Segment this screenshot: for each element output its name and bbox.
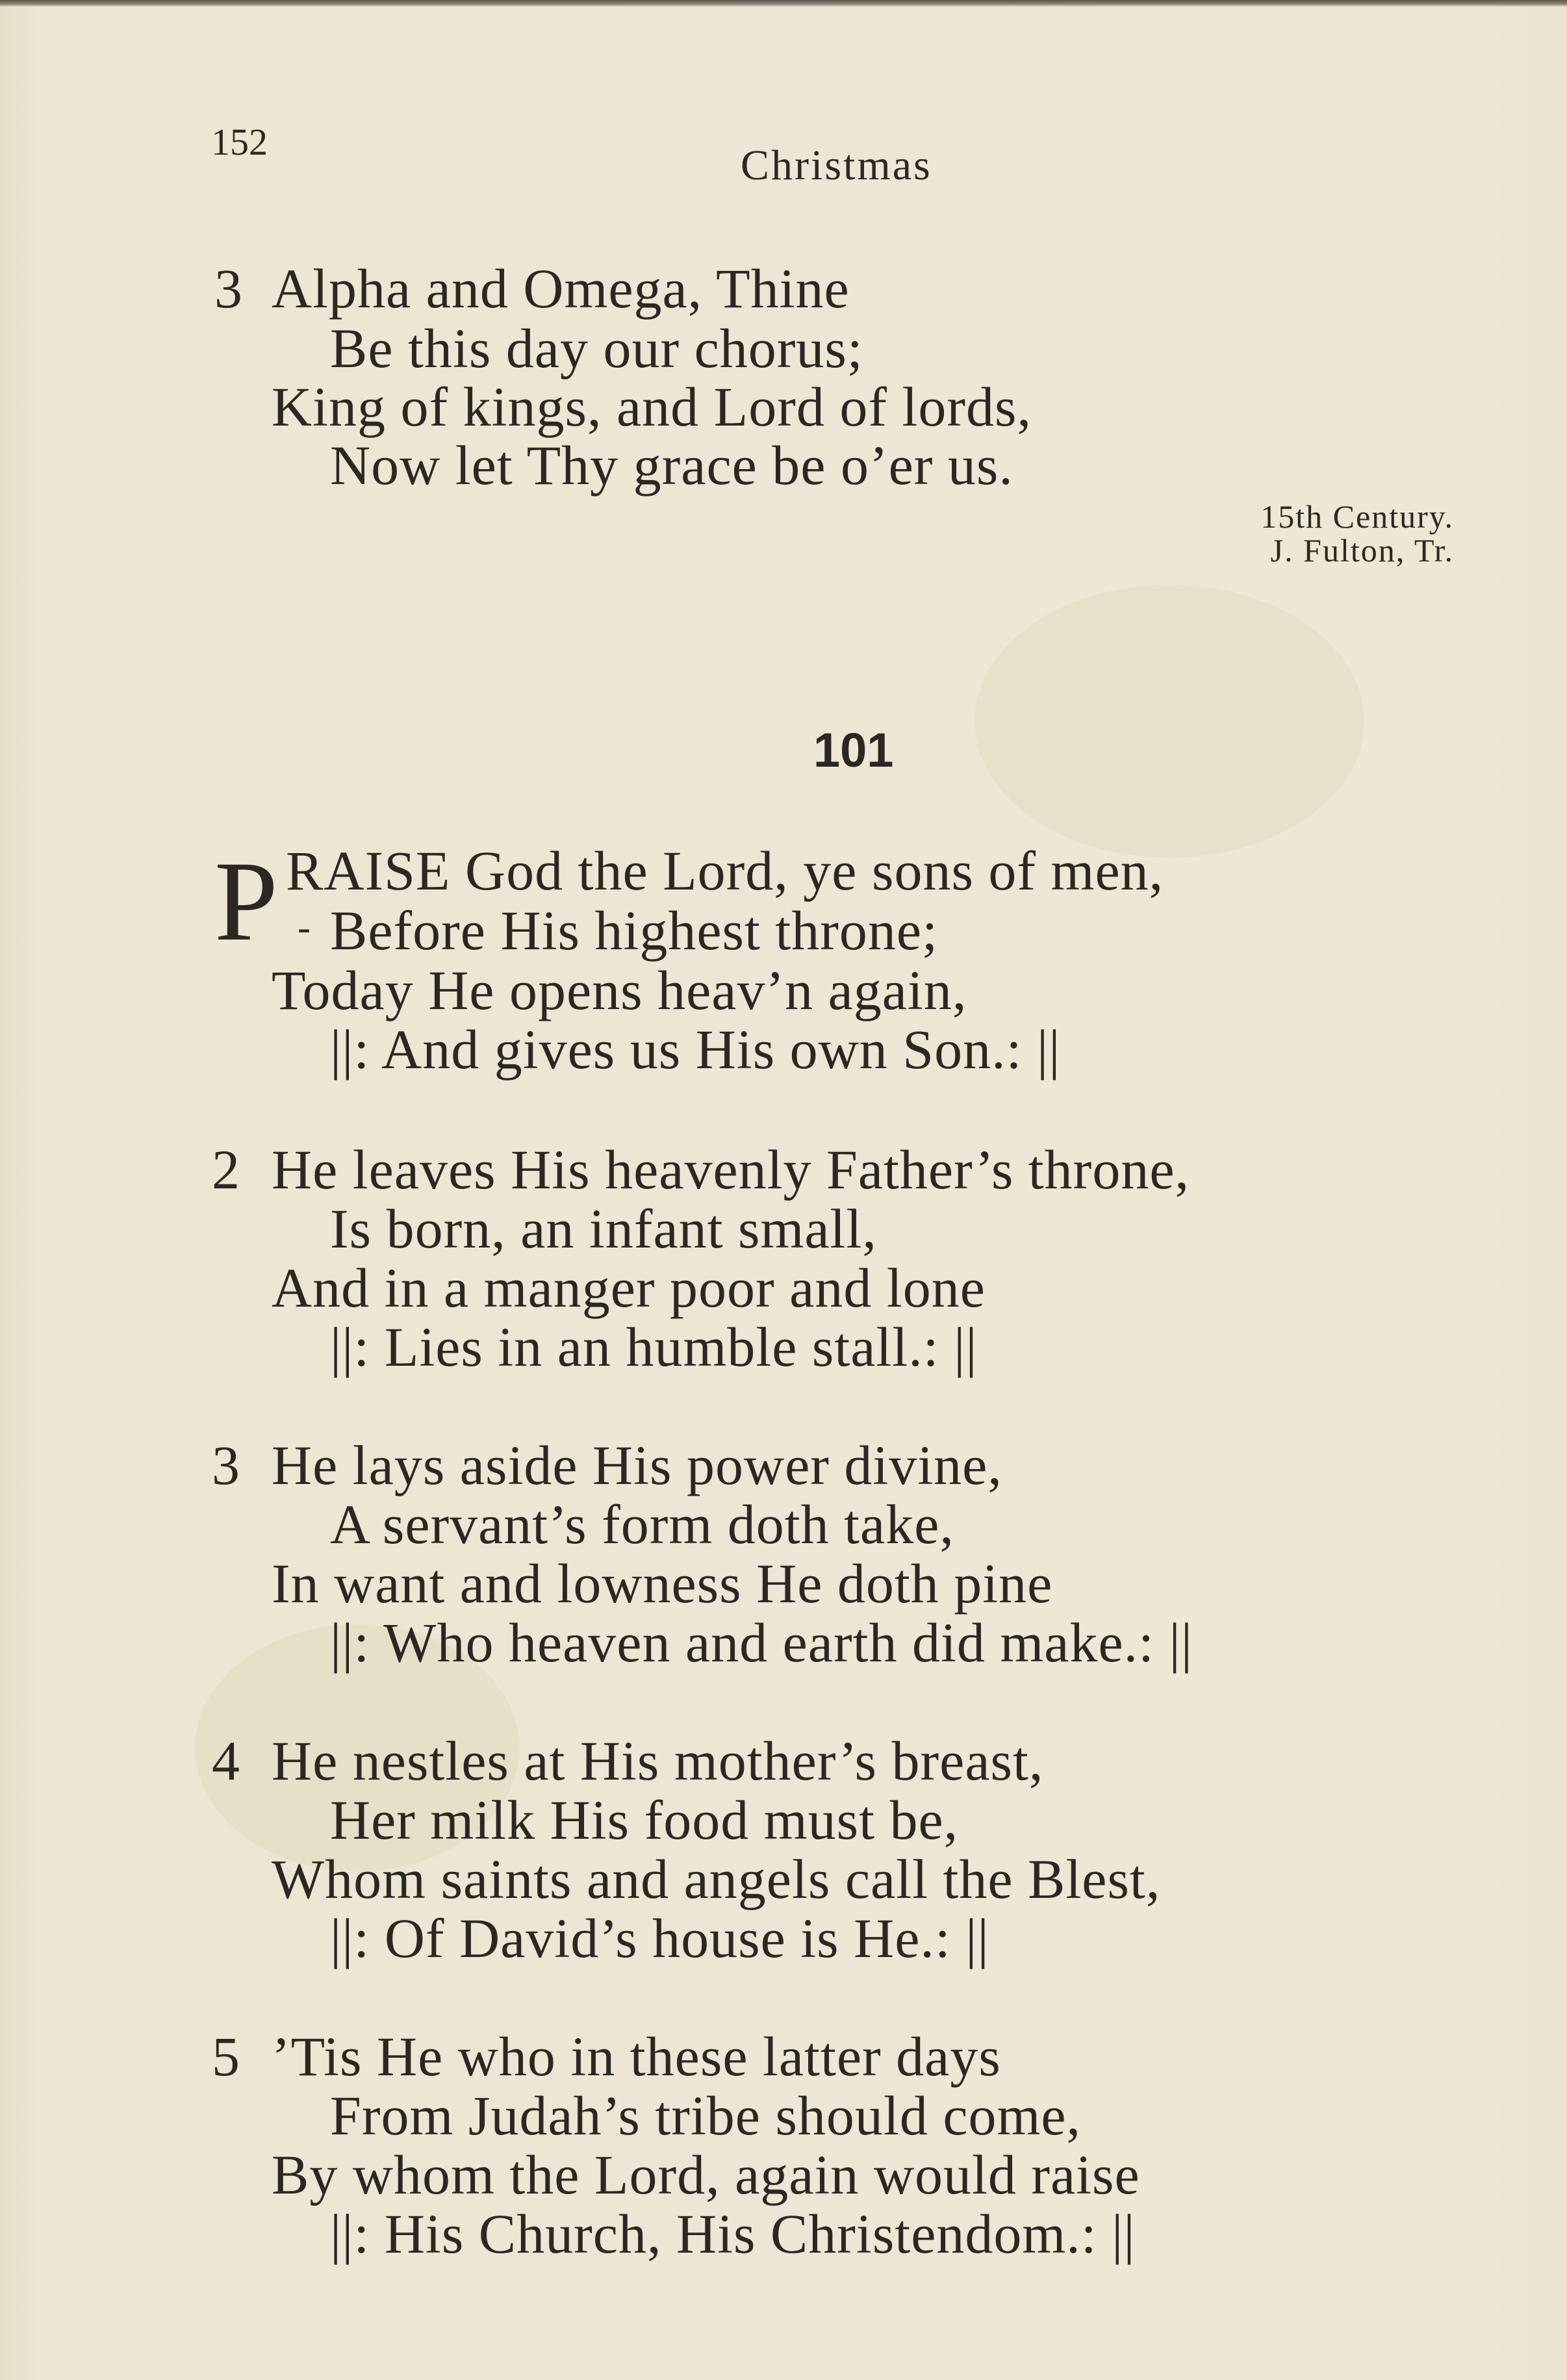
running-head: Christmas (741, 142, 932, 189)
verse-line: Alpha and Omega, Thine (272, 257, 850, 320)
verse-line: ||: His Church, His Christendom.: || (330, 2203, 1136, 2265)
verse-line: And in a manger poor and lone (272, 1257, 986, 1319)
verse-line: ||: Lies in an humble stall.: || (330, 1316, 978, 1378)
verse-line: King of kings, and Lord of lords, (272, 376, 1032, 438)
verse-line: He nestles at His mother’s breast, (272, 1730, 1044, 1792)
verse-line: He lays aside His power divine, (272, 1434, 1002, 1496)
verse-line: In want and lowness He doth pine (272, 1552, 1053, 1615)
verse-line: Today He opens heav’n again, (272, 959, 967, 1021)
attribution-century: 15th Century. (1260, 498, 1454, 535)
verse-line: ||: And gives us His own Son.: || (330, 1018, 1061, 1081)
verse-line: Is born, an infant small, (330, 1197, 877, 1260)
verse-line: Now let Thy grace be o’er us. (330, 434, 1013, 496)
verse-number: 2 (212, 1138, 240, 1201)
verse-line: ||: Who heaven and earth did make.: || (330, 1611, 1193, 1674)
verse-number: 5 (212, 2025, 240, 2088)
drop-cap: P (214, 838, 278, 965)
verse-line: He leaves His heavenly Father’s throne, (272, 1138, 1190, 1201)
verse-line: ’Tis He who in these latter days (272, 2025, 1001, 2088)
verse-number: 3 (214, 257, 242, 320)
hymn-number: 101 (813, 723, 894, 777)
page-number: 152 (211, 121, 268, 163)
verse-line: ||: Of David’s house is He.: || (330, 1907, 989, 1969)
paper-stain (975, 585, 1364, 858)
page-top-edge (0, 0, 1567, 6)
verse-number: 4 (212, 1730, 240, 1792)
verse-line: Whom saints and angels call the Blest, (272, 1848, 1161, 1910)
verse-line: A servant’s form doth take, (330, 1493, 954, 1555)
verse-line: Her milk His food must be, (330, 1789, 959, 1851)
verse-number: 3 (212, 1434, 240, 1496)
verse-line: From Judah’s tribe should come, (330, 2084, 1082, 2147)
attribution-translator: J. Fulton, Tr. (1270, 532, 1454, 569)
drop-cap-mark: - (298, 906, 311, 949)
verse-line: RAISE God the Lord, ye sons of men, (286, 839, 1164, 902)
verse-line: By whom the Lord, again would raise (272, 2143, 1140, 2206)
verse-line: Be this day our chorus; (330, 317, 863, 379)
verse-line: Before His highest throne; (330, 899, 938, 962)
